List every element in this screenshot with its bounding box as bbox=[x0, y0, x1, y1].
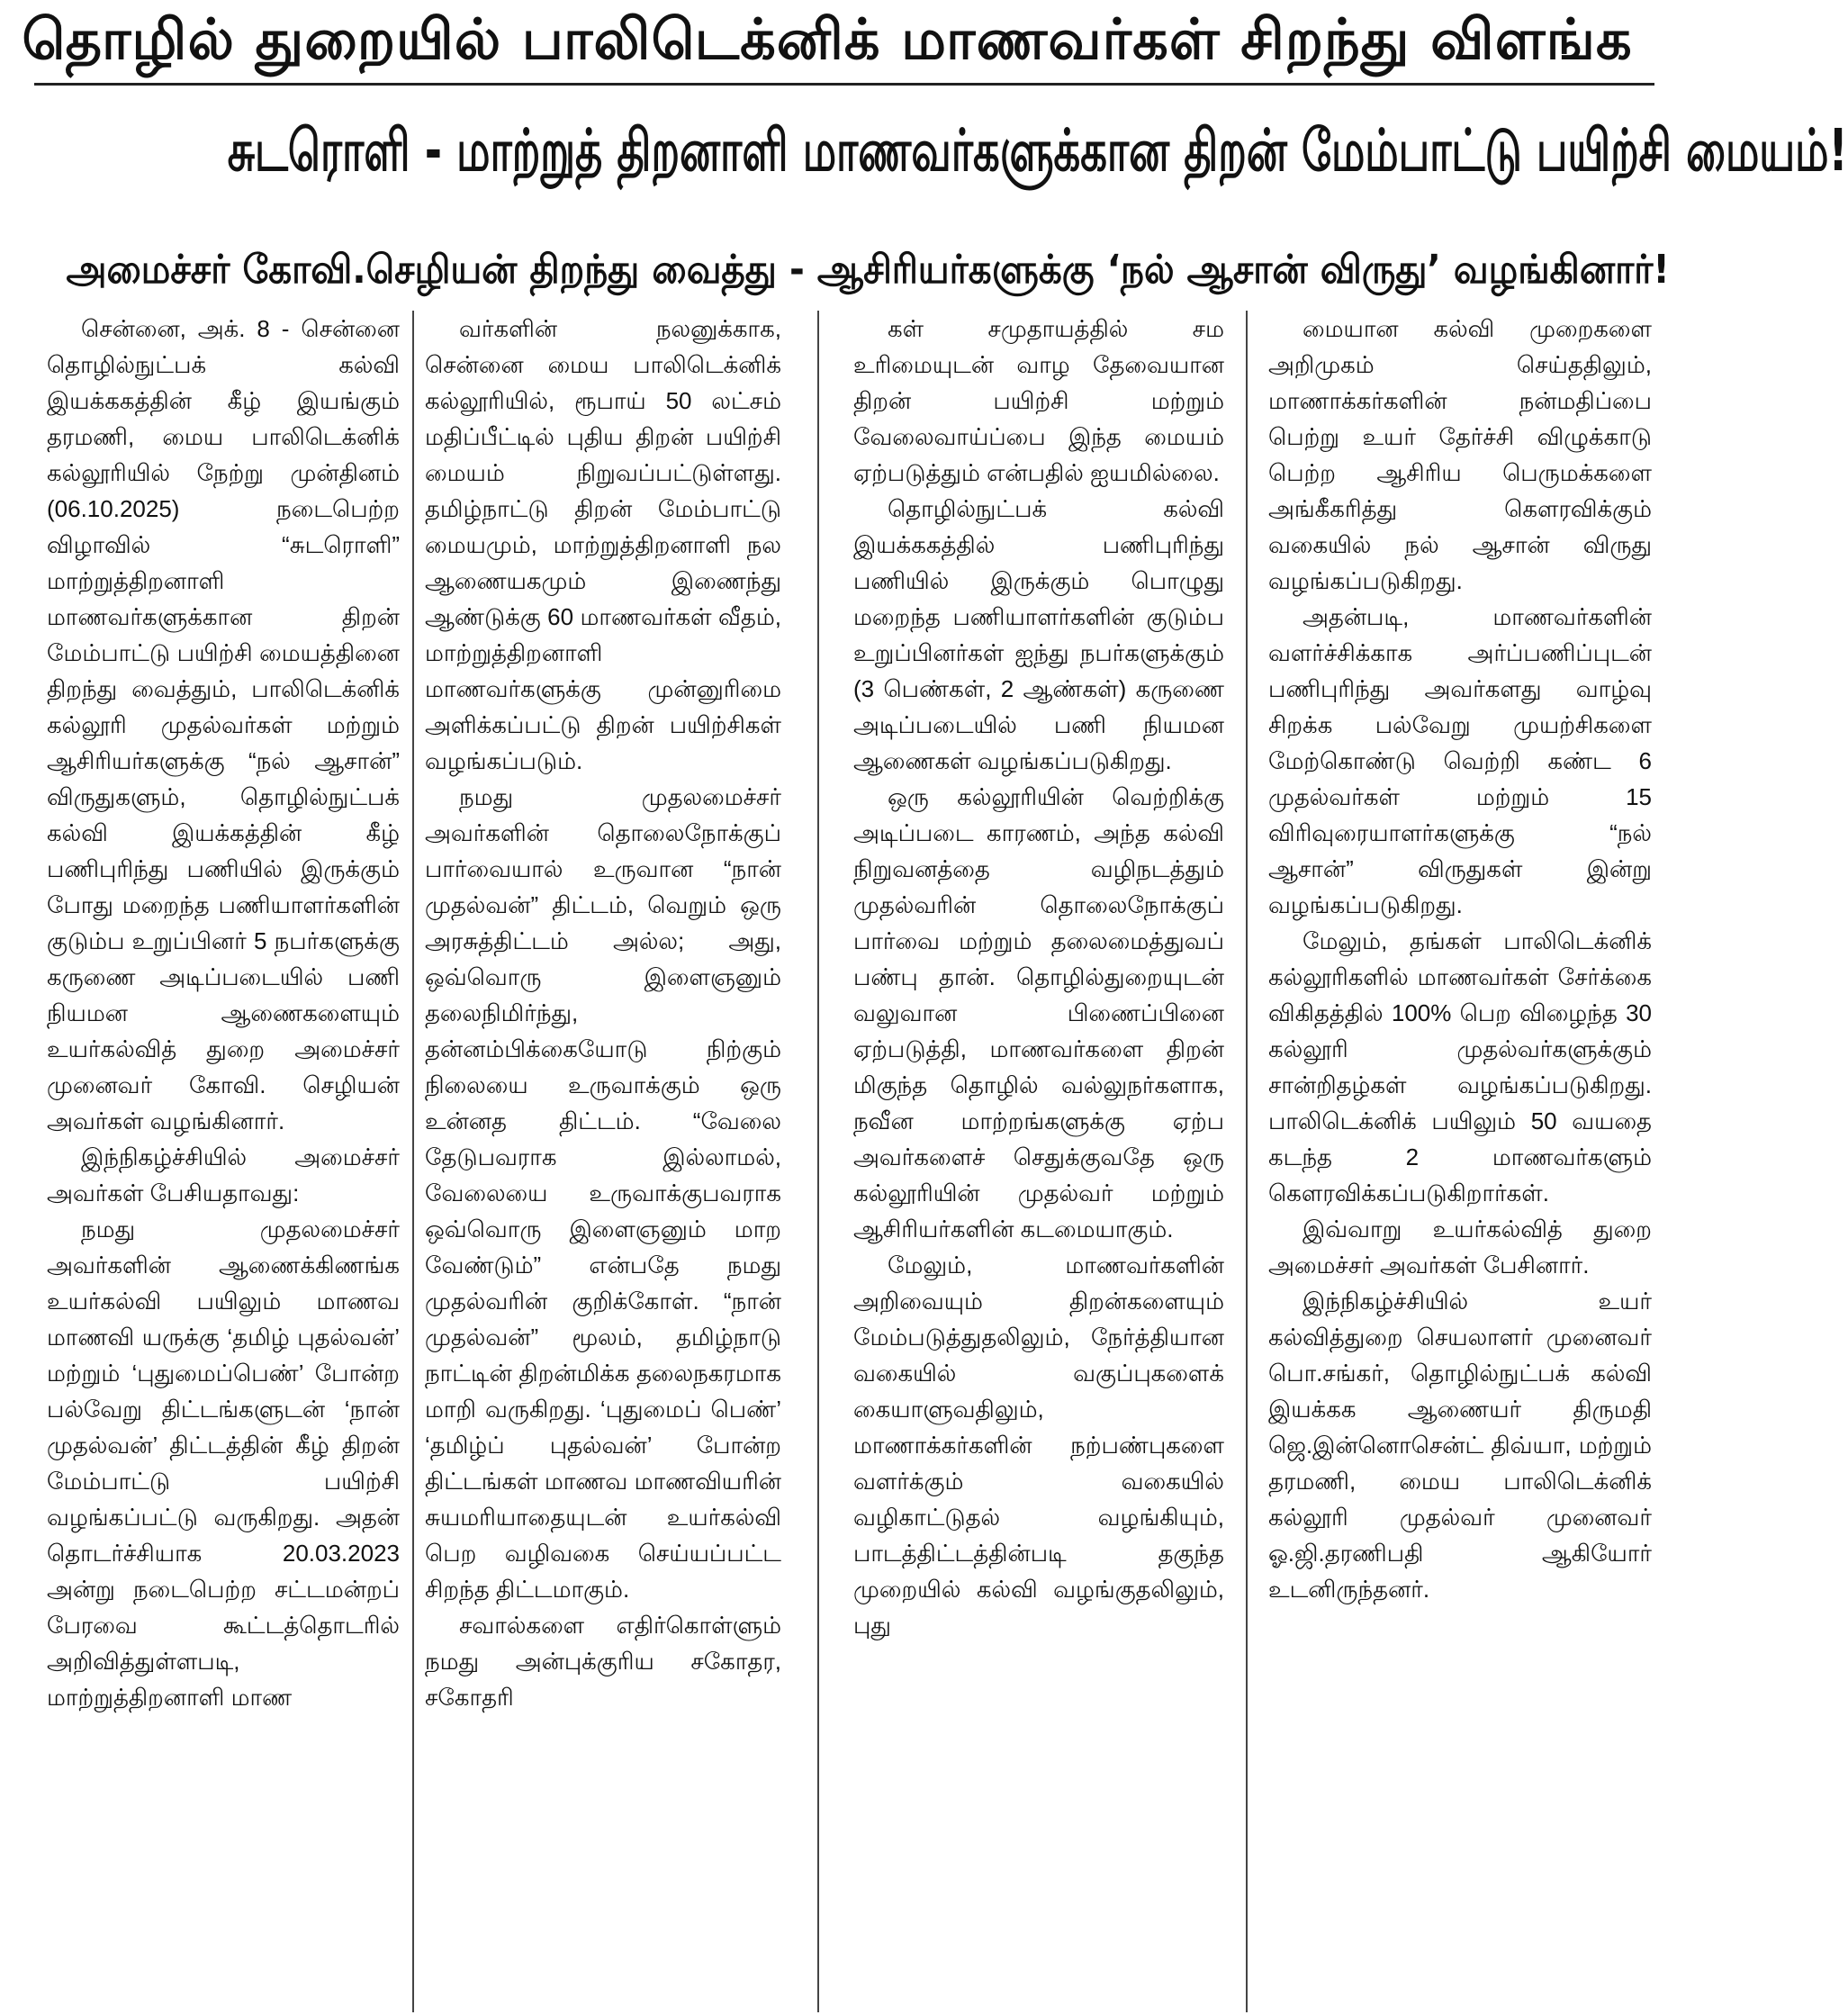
article-column-2 bbox=[425, 311, 781, 2012]
paragraph: இந்நிகழ்ச்சியில் அமைச்சர் அவர்கள் பேசியதாவது: bbox=[47, 1143, 400, 1206]
paragraph: மேலும், தங்கள் பாலிடெக்னிக் கல்லூரிகளில் மாணவர்கள் சேர்க்கை விகிதத்தில் 100% பெற விழைந்த 30 கல்லூரி முதல்வர்களுக்கும் சான்றிதழ்கள் வழங்கப்படுகிறது. பாலிடெக்னிக் பயிலும் 50 வயதை கடந்த 2 மாணவர்களும் கௌரவிக்கப்படுகிறார்கள். bbox=[1268, 927, 1652, 1206]
paragraph: இவ்வாறு உயர்கல்வித் துறை அமைச்சர் அவர்கள் பேசினார். bbox=[1268, 1215, 1652, 1279]
article-column-4 bbox=[1268, 311, 1652, 2012]
article-column-1 bbox=[47, 311, 400, 2012]
column-divider bbox=[412, 311, 414, 2012]
paragraph: மையான கல்வி முறைகளை அறிமுகம் செய்ததிலும், மாணாக்கர்களின் நன்மதிப்பை பெற்று உயர் தேர்ச்சி விழுக்காடு பெற்ற ஆசிரிய பெருமக்களை அங்கீகரித்து கௌரவிக்கும் வகையில் நல் ஆசான் விருது வழங்கப்படுகிறது. bbox=[1268, 315, 1652, 594]
paragraph: கள் சமுதாயத்தில் சம உரிமையுடன் வாழ தேவையான திறன் பயிற்சி மற்றும் வேலைவாய்ப்பை இந்த மையம் ஏற்படுத்தும் என்பதில் ஐயமில்லை. bbox=[853, 315, 1224, 486]
paragraph: இந்நிகழ்ச்சியில் உயர் கல்வித்துறை செயலாளர் முனைவர் பொ.சங்கர், தொழில்நுட்பக் கல்வி இயக்கக ஆணையர் திருமதி ஜெ.இன்னொசென்ட் திவ்யா, மற்றும் தரமணி, மைய பாலிடெக்னிக் கல்லூரி முதல்வர் முனைவர் ஓ.ஜி.தரணிபதி ஆகியோர் உடனிருந்தனர். bbox=[1268, 1288, 1652, 1603]
paragraph: நமது முதலமைச்சர் அவர்களின் ஆணைக்கிணங்க உயர்கல்வி பயிலும் மாணவ மாணவி யருக்கு ‘தமிழ் புதல்வன்’ மற்றும் ‘புதுமைப்பெண்’ போன்ற பல்வேறு திட்டங்களுடன் ‘நான் முதல்வன்’ திட்டத்தின் கீழ் திறன் மேம்பாட்டு பயிற்சி வழங்கப்பட்டு வருகிறது. அதன் தொடர்ச்சியாக 20.03.2023 அன்று நடைபெற்ற சட்டமன்றப் பேரவை கூட்டத்தொடரில் அறிவித்துள்ளபடி, மாற்றுத்திறனாளி மாண bbox=[47, 1215, 400, 1711]
paragraph: சவால்களை எதிர்கொள்ளும் நமது அன்புக்குரிய சகோதர, சகோதரி bbox=[425, 1612, 781, 1711]
paragraph: ஒரு கல்லூரியின் வெற்றிக்கு அடிப்படை காரணம், அந்த கல்வி நிறுவனத்தை வழிநடத்தும் முதல்வரின் தொலைநோக்குப் பார்வை மற்றும் தலைமைத்துவப் பண்பு தான். தொழில்துறையுடன் வலுவான பிணைப்பினை ஏற்படுத்தி, மாணவர்களை திறன் மிகுந்த தொழில் வல்லுநர்களாக, நவீன மாற்றங்களுக்கு ஏற்ப அவர்களைச் செதுக்குவதே ஒரு கல்லூரியின் முதல்வர் மற்றும் ஆசிரியர்களின் கடமையாகும். bbox=[853, 783, 1224, 1242]
headline-divider bbox=[34, 83, 1654, 86]
paragraph: சென்னை, அக். 8 - சென்னை தொழில்நுட்பக் கல்வி இயக்ககத்தின் கீழ் இயங்கும் தரமணி, மைய பாலிடெக்னிக் கல்லூரியில் நேற்று முன்தினம் (06.10.2025) நடைபெற்ற விழாவில் “சுடரொளி” மாற்றுத்திறனாளி மாணவர்களுக்கான திறன் மேம்பாட்டு பயிற்சி மையத்தினை திறந்து வைத்தும், பாலிடெக்னிக் கல்லூரி முதல்வர்கள் மற்றும் ஆசிரியர்களுக்கு “நல் ஆசான்” விருதுகளும், தொழில்நுட்பக் கல்வி இயக்கத்தின் கீழ் பணிபுரிந்து பணியில் இருக்கும் போது மறைந்த பணியாளர்களின் குடும்ப உறுப்பினர் 5 நபர்களுக்கு கருணை அடிப்படையில் பணி நியமன ஆணைகளையும் உயர்கல்வித் துறை அமைச்சர் முனைவர் கோவி. செழியன் அவர்கள் வழங்கினார். bbox=[47, 315, 400, 1134]
paragraph: நமது முதலமைச்சர் அவர்களின் தொலைநோக்குப் பார்வையால் உருவான “நான் முதல்வன்” திட்டம், வெறும் ஒரு அரசுத்திட்டம் அல்ல; அது, ஒவ்வொரு இளைஞனும் தலைநிமிர்ந்து, தன்னம்பிக்கையோடு நிற்கும் நிலையை உருவாக்கும் ஒரு உன்னத திட்டம். “வேலை தேடுபவராக இல்லாமல், வேலையை உருவாக்குபவராக ஒவ்வொரு இளைஞனும் மாற வேண்டும்” என்பதே நமது முதல்வரின் குறிக்கோள். “நான் முதல்வன்” மூலம், தமிழ்நாடு நாட்டின் திறன்மிக்க தலைநகரமாக மாறி வருகிறது. ‘புதுமைப் பெண்’ ‘தமிழ்ப் புதல்வன்’ போன்ற திட்டங்கள் மாணவ மாணவியரின் சுயமரியாதையுடன் உயர்கல்வி பெற வழிவகை செய்யப்பட்ட சிறந்த திட்டமாகும். bbox=[425, 783, 781, 1603]
paragraph: மேலும், மாணவர்களின் அறிவையும் திறன்களையும் மேம்படுத்துதலிலும், நேர்த்தியான வகையில் வகுப்புகளைக் கையாளுவதிலும், மாணாக்கர்களின் நற்பண்புகளை வளர்க்கும் வகையில் வழிகாட்டுதல் வழங்கியும், பாடத்திட்டத்தின்படி தகுந்த முறையில் கல்வி வழங்குதலிலும், புது bbox=[853, 1251, 1224, 1639]
column-divider bbox=[1246, 311, 1248, 2012]
headline-main: சுடரொளி - மாற்றுத் திறனாளி மாணவர்களுக்கான திறன் மேம்பாட்டு பயிற்சி மையம்! bbox=[227, 118, 1848, 185]
paragraph: அதன்படி, மாணவர்களின் வளர்ச்சிக்காக அர்ப்பணிப்புடன் பணிபுரிந்து அவர்களது வாழ்வு சிறக்க பல்வேறு முயற்சிகளை மேற்கொண்டு வெற்றி கண்ட 6 முதல்வர்கள் மற்றும் 15 விரிவுரையாளர்களுக்கு “நல் ஆசான்” விருதுகள் இன்று வழங்கப்படுகிறது. bbox=[1268, 603, 1652, 918]
paragraph: தொழில்நுட்பக் கல்வி இயக்ககத்தில் பணிபுரிந்து பணியில் இருக்கும் பொழுது மறைந்த பணியாளர்களின் குடும்ப உறுப்பினர்கள் ஐந்து நபர்களுக்கும் (3 பெண்கள், 2 ஆண்கள்) கருணை அடிப்படையில் பணி நியமன ஆணைகள் வழங்கப்படுகிறது. bbox=[853, 495, 1224, 774]
column-divider bbox=[817, 311, 819, 2012]
headline-kicker: தொழில் துறையில் பாலிடெக்னிக் மாணவர்கள் சிறந்து விளங்க bbox=[22, 6, 1633, 72]
paragraph: வர்களின் நலனுக்காக, சென்னை மைய பாலிடெக்னிக் கல்லூரியில், ரூபாய் 50 லட்சம் மதிப்பீட்டில் புதிய திறன் பயிற்சி மையம் நிறுவப்பட்டுள்ளது. தமிழ்நாட்டு திறன் மேம்பாட்டு மையமும், மாற்றுத்திறனாளி நல ஆணையகமும் இணைந்து ஆண்டுக்கு 60 மாணவர்கள் வீதம், மாற்றுத்திறனாளி மாணவர்களுக்கு முன்னுரிமை அளிக்கப்பட்டு திறன் பயிற்சிகள் வழங்கப்படும். bbox=[425, 315, 781, 774]
article-column-3 bbox=[853, 311, 1224, 2012]
headline-sub: அமைச்சர் கோவி.செழியன் திறந்து வைத்து - ஆசிரியர்களுக்கு ‘நல் ஆசான் விருது’ வழங்கினார்! bbox=[66, 247, 1670, 293]
